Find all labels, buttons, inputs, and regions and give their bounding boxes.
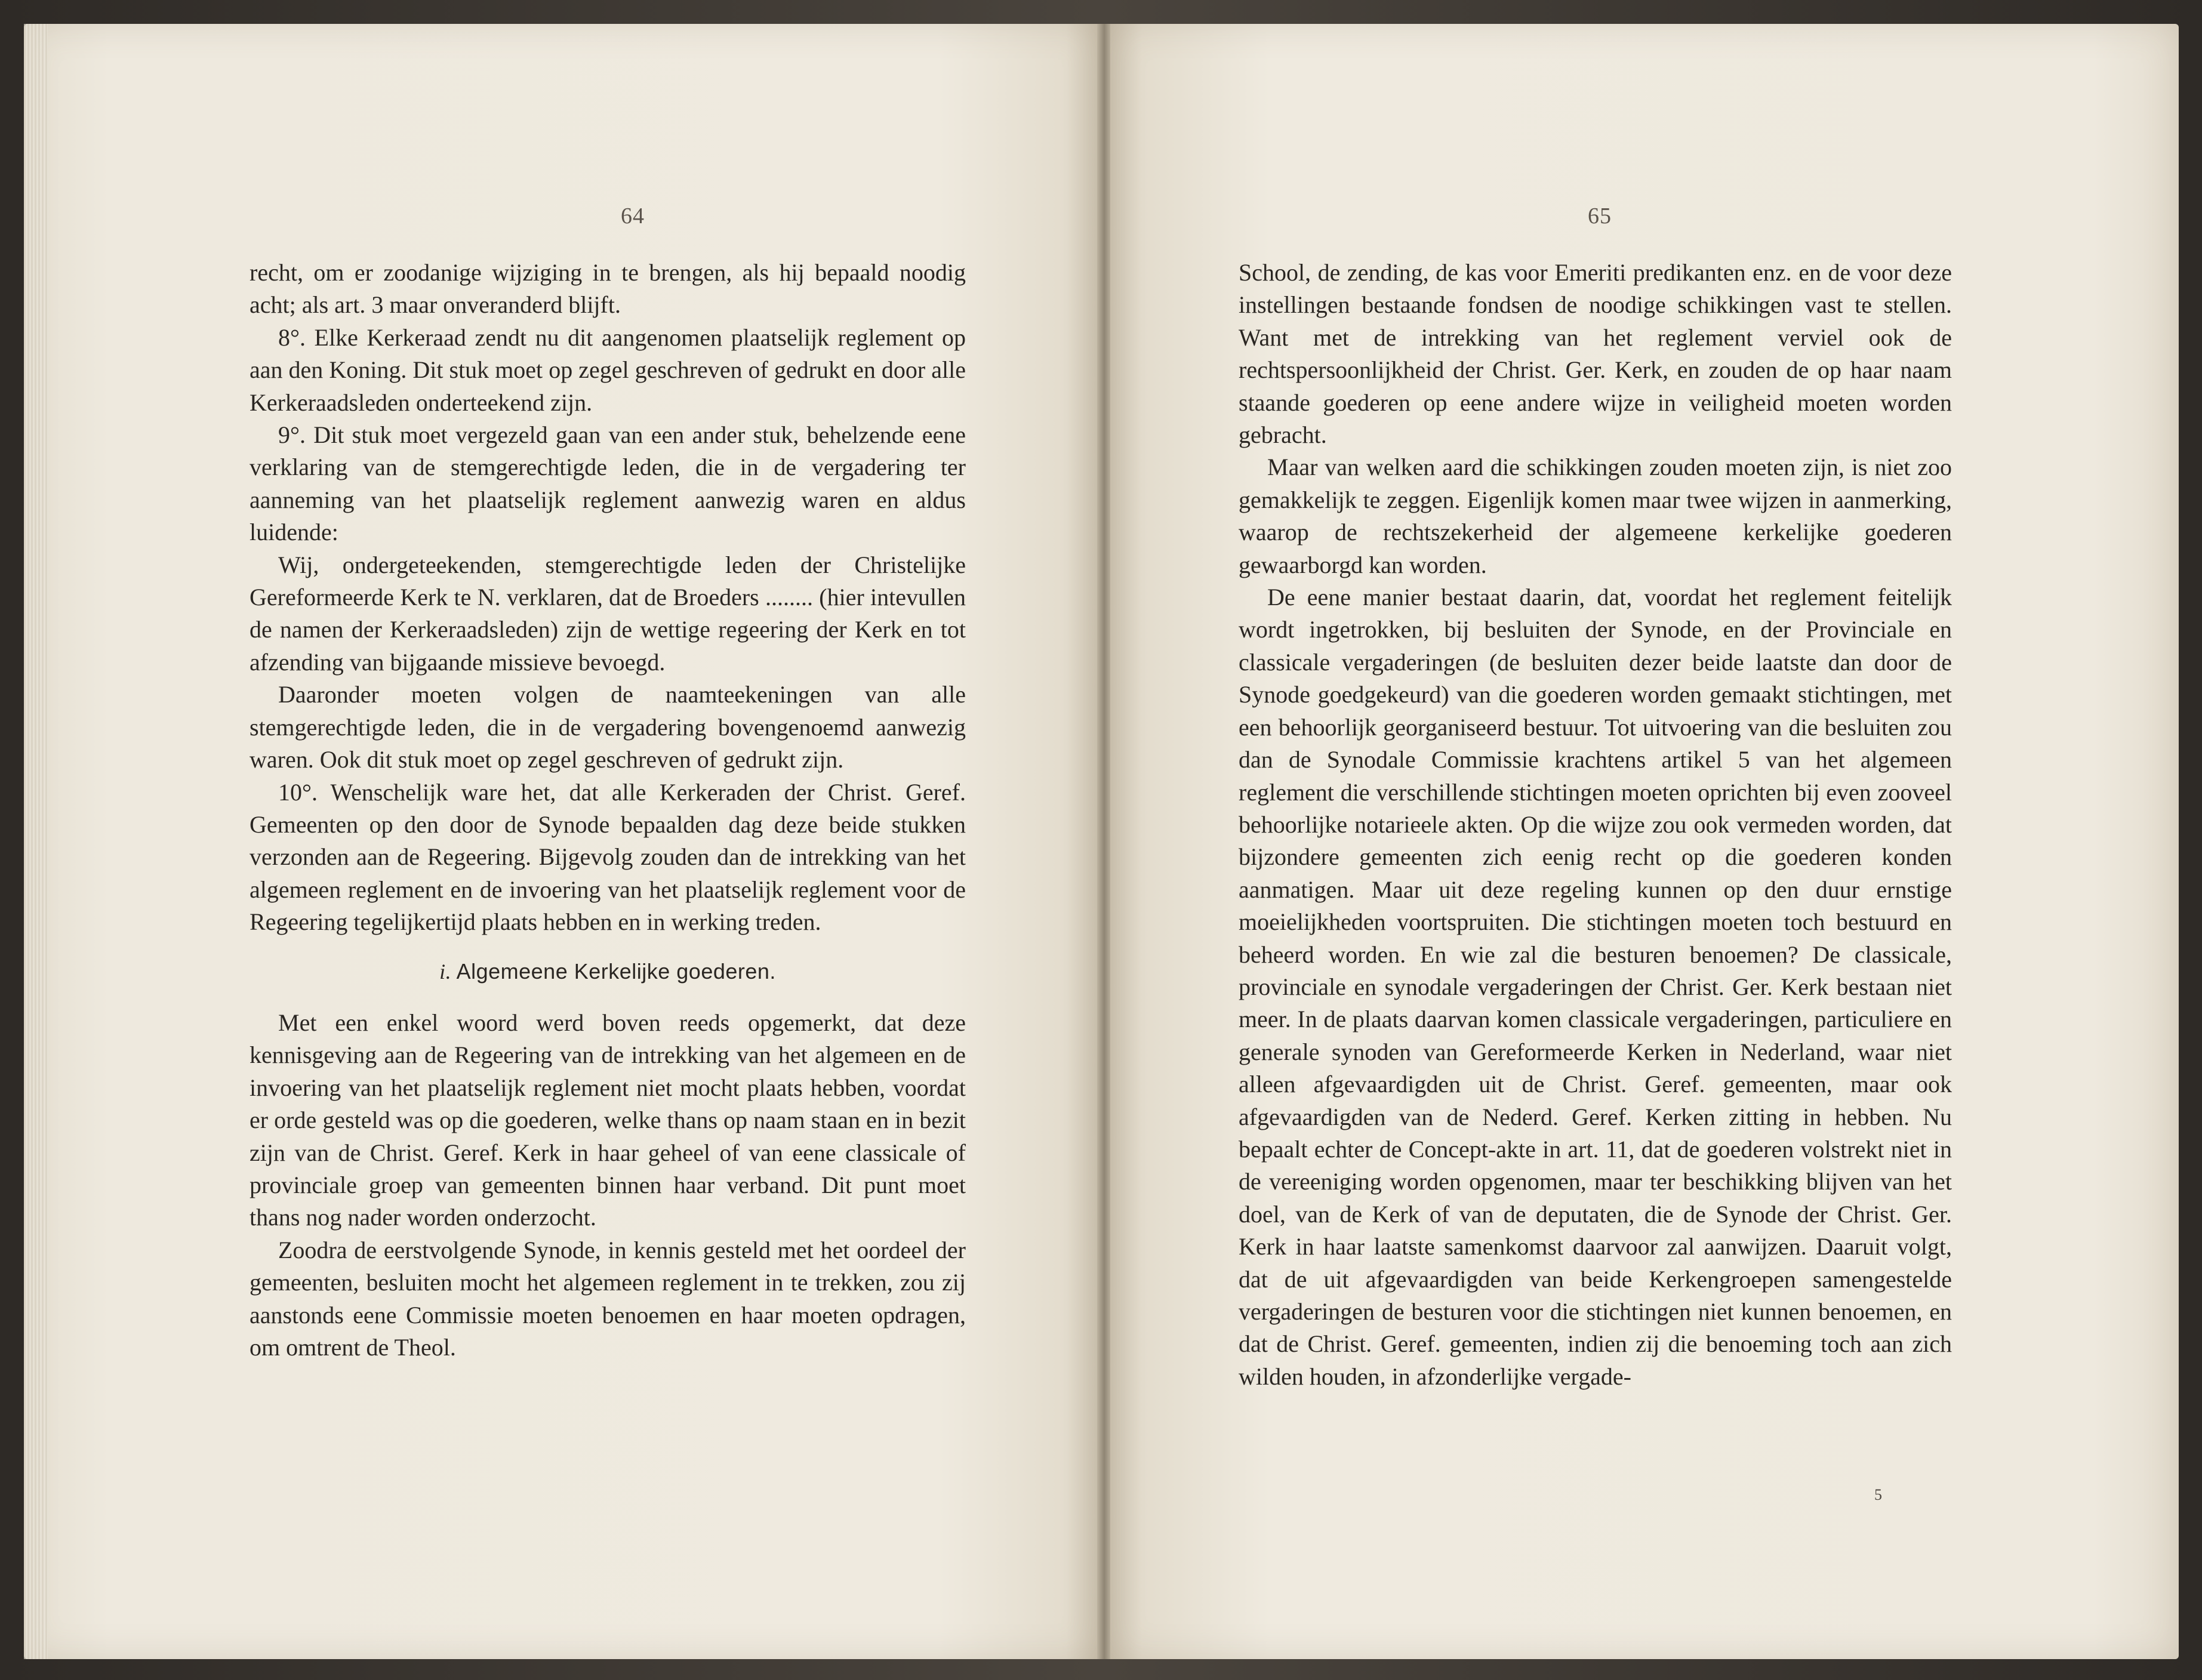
left-page (24, 24, 1098, 1659)
book-spine (1097, 24, 1111, 1659)
paragraph: recht, om er zoodanige wijziging in te brengen, als hij bepaald noodig acht; als art. 3 maar onveranderd blijft. (250, 259, 966, 319)
page-edges (24, 24, 48, 1659)
right-page (1110, 24, 2179, 1659)
signature-mark: 5 (1874, 1486, 1882, 1503)
paragraph: Zoodra de eerstvolgende Synode, in kennis gesteld met het oordeel der gemeenten, besluiten mocht het algemeen reglement in te trekken, zou zij aanstonds eene Commissie moeten benoemen en haar moeten opdragen, om omtrent de Theol. (250, 1236, 966, 1361)
paragraph: Maar van welken aard die schikkingen zouden moeten zijn, is niet zoo gemakkelijk te zeggen. Eigenlijk komen maar twee wijzen in aanmerking, waarop de rechtszekerheid der algemeene kerkelijke goederen gewaarborgd kan worden. (1239, 454, 1952, 578)
section-label: i. (439, 959, 452, 984)
paragraph: Daaronder moeten volgen de naamteekeningen van alle stemgerechtigde leden, die in de vergadering bovengenoemd aanwezig waren. Ook dit stuk moet op zegel geschreven of gedrukt zijn. (250, 681, 966, 773)
paragraph: School, de zending, de kas voor Emeriti predikanten enz. en de voor deze instellingen bestaande fondsen de noodige schikkingen vast te stellen. Want met de intrekking van het reglement verviel ook de rechtspersoonlijkheid der Christ. Ger. Kerk, en zouden de op haar naam staande goederen op eene andere wijze in veiligheid moeten worden gebracht. (1239, 259, 1952, 449)
section-heading (250, 955, 966, 988)
paragraph: 9°. Dit stuk moet vergezeld gaan van een ander stuk, behelzende eene verklaring van de stemgerechtigde leden, die in de vergadering ter aanneming van het plaatselijk reglement aanwezig waren en aldus luidende: (250, 421, 966, 546)
right-text-block (1239, 257, 1952, 1393)
left-text-block (250, 257, 966, 1364)
paragraph: 10°. Wenschelijk ware het, dat alle Kerkeraden der Christ. Geref. Gemeenten op den door de Synode bepaalden dag deze beide stukken verzonden aan de Regeering. Bijgevolg zouden dan de intrekking van het algemeen reglement en de invoering van het plaatselijk reglement voor de Regeering tegelijkertijd plaats hebben en in werking treden. (250, 778, 966, 936)
page-number-left: 64 (621, 204, 645, 229)
page-number-right: 65 (1588, 204, 1612, 229)
paragraph: 8°. Elke Kerkeraad zendt nu dit aangenomen plaatselijk reglement op aan den Koning. Dit stuk moet op zegel geschreven of gedrukt en door alle Kerkeraadsleden onderteekend zijn. (250, 323, 966, 416)
paragraph: Met een enkel woord werd boven reeds opgemerkt, dat deze kennisgeving aan de Regeering van de intrekking van het algemeen en de invoering van het plaatselijk reglement niet mocht plaats hebben, voordat er orde gesteld was op die goederen, welke thans op naam staan en in bezit zijn van de Christ. Geref. Kerk in haar geheel of van eene classicale of provinciale groep van gemeenten binnen haar verband. Dit punt moet thans nog nader worden onderzocht. (250, 1009, 966, 1231)
paragraph: Wij, ondergeteekenden, stemgerechtigde leden der Christelijke Gereformeerde Kerk te N. verklaren, dat de Broeders ........ (hier intevullen de namen der Kerkeraadsleden) zijn de wettige regeering der Kerk en tot afzending van bijgaande missieve bevoegd. (250, 551, 966, 676)
section-title: Algemeene Kerkelijke goederen. (456, 958, 776, 984)
paragraph: De eene manier bestaat daarin, dat, voordat het reglement feitelijk wordt ingetrokken, bij besluiten der Synode, en der Provinciale en classicale vergaderingen (de besluiten dezer beide laatste dan door de Synode goedgekeurd) van die goederen worden gemaakt stichtingen, met een behoorlijk georganiseerd bestuur. Tot uitvoering van die besluiten zou dan de Synodale Commissie krachtens artikel 5 van het algemeen reglement die verschillende stichtingen moeten oprichten bij even zooveel behoorlijke notarieele akten. Op die wijze zou ook vermeden worden, dat bijzondere gemeenten zich eenig recht op die goederen konden aanmatigen. Maar uit deze regeling kunnen op den duur ernstige moeielijkheden voortspruiten. Die stichtingen moeten toch bestuurd en beheerd worden. En wie zal die besturen benoemen? De classicale, provinciale en synodale vergaderingen der Christ. Ger. Kerk bestaan niet meer. In de plaats daarvan komen classicale vergaderingen, particuliere en generale synoden van Gereformeerde Kerken in Nederland, waar niet alleen afgevaardigden uit de Christ. Geref. gemeenten, maar ook afgevaardigden van de Nederd. Geref. Kerken zitting in hebben. Nu bepaalt echter de Concept-akte in art. 11, dat de goederen volstrekt niet in de vereeniging worden opgenomen, maar ter beschikking blijven van het doel, van de Kerk of van de deputaten, die de Synode der Christ. Ger. Kerk in haar laatste samenkomst daarvoor zal aanwijzen. Daaruit volgt, dat de uit afgevaardigden van beide Kerkengroepen samengestelde vergaderingen de besturen voor die stichtingen niet kunnen benoemen, en dat de Christ. Geref. gemeenten, indien zij die benoeming toch aan zich wilden houden, in afzonderlijke vergade- (1239, 584, 1952, 1390)
